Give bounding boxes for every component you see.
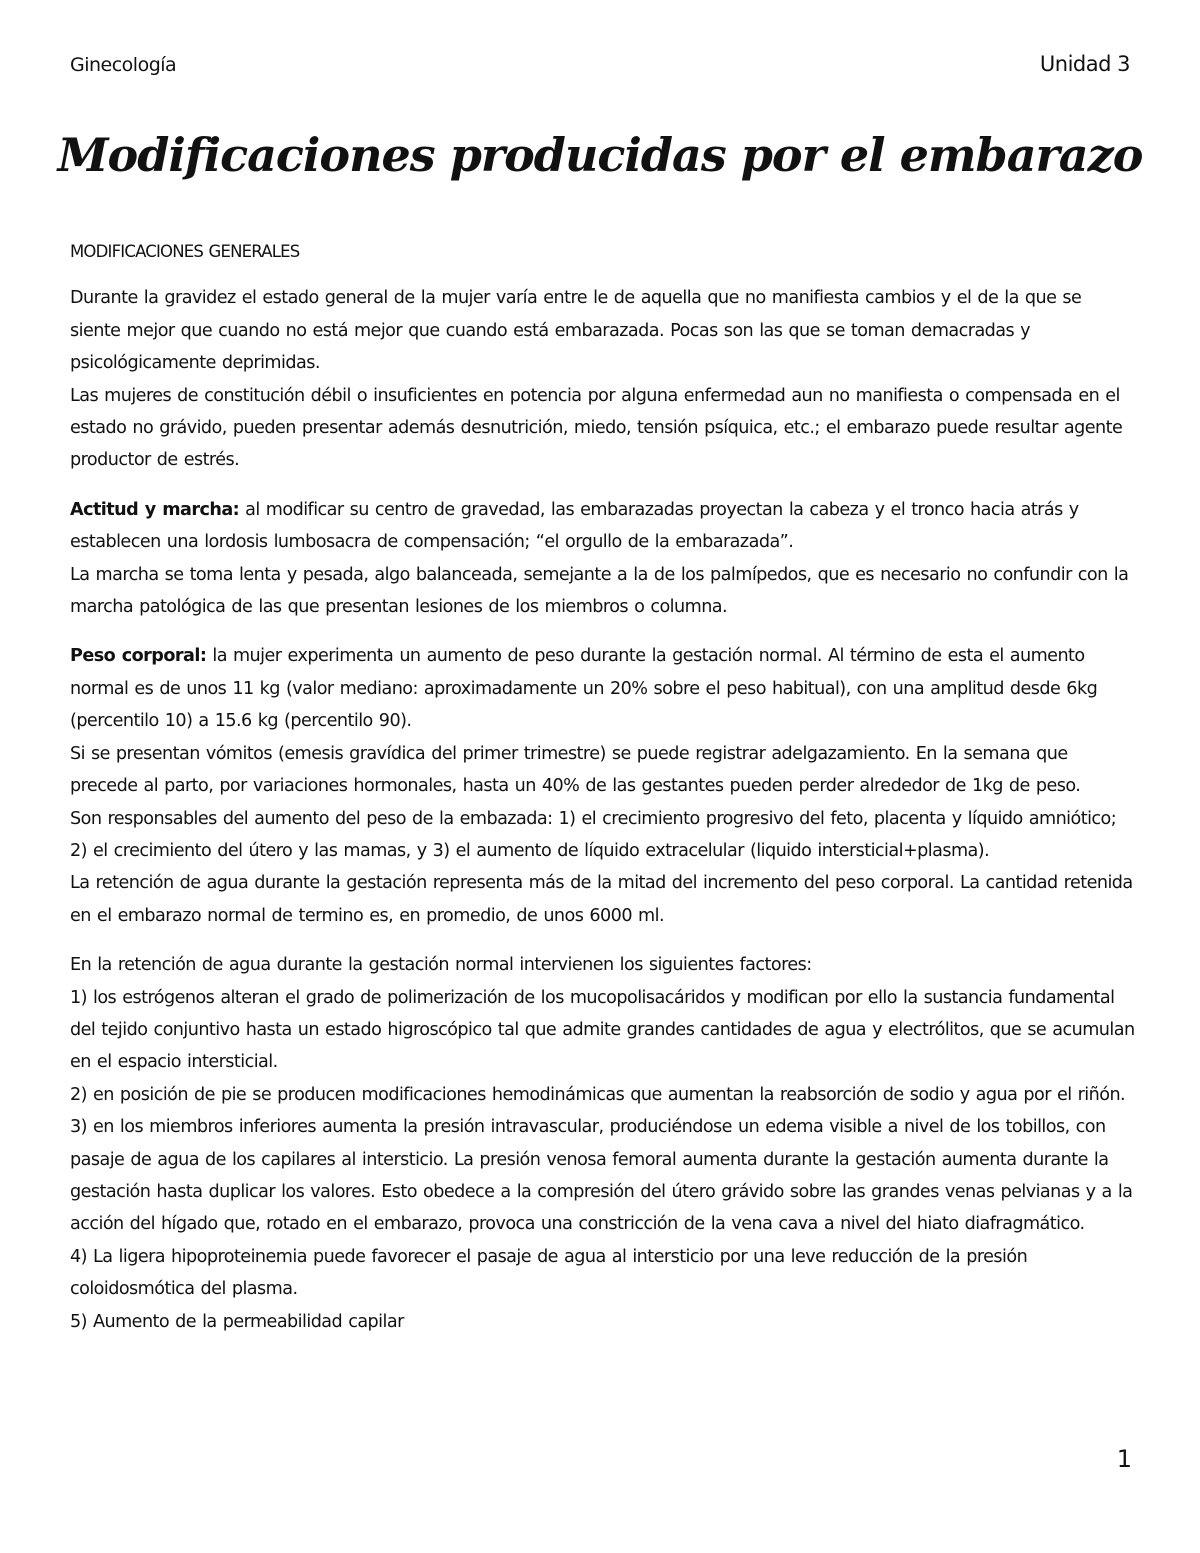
- actitud-paragraph-1: [70, 494, 1135, 559]
- document-body: [70, 236, 1135, 1355]
- actitud-paragraph-2: La marcha se toma lenta y pesada, algo balanceada, semejante a la de los palmípedos, que es necesario no confundir con la marcha patológica de las que presentan lesiones de los miembros o columna.: [70, 564, 1129, 618]
- actitud-text: al modificar su centro de gravedad, las embarazadas proyectan la cabeza y el tronco hacia atrás y establecen una lordosis lumbosacra de compensación; “el orgullo de la embarazada”.: [70, 499, 1079, 553]
- peso-paragraph-2: Si se presentan vómitos (emesis gravídica del primer trimestre) se puede registrar adelgazamiento. En la semana que precede al parto, por variaciones hormonales, hasta un 40% de las gestantes pueden perder alrededor de 1kg de peso.: [70, 743, 1081, 797]
- peso-paragraph-4: La retención de agua durante la gestación representa más de la mitad del incremento del peso corporal. La cantidad retenida en el embarazo normal de termino es, en promedio, de unos 6000 ml.: [70, 873, 1133, 926]
- retencion-factor-4: 4) La ligera hipoproteinemia puede favorecer el pasaje de agua al intersticio por una leve reducción de la presión coloidosmótica del plasma.: [70, 1246, 1028, 1300]
- actitud-block: [70, 494, 1135, 624]
- page-number: 1: [1116, 1445, 1132, 1473]
- retencion-factor-1: 1) los estrógenos alteran el grado de polimerización de los mucopolisacáridos y modifican por ello la sustancia fundamental del tejido conjuntivo hasta un estado higroscópico tal que admite grandes cantidades de agua y electrólitos, que se acumulan en el espacio intersticial.: [70, 987, 1135, 1073]
- retencion-factor-3: 3) en los miembros inferiores aumenta la presión intravascular, produciéndose un edema visible a nivel de los tobillos, con pasaje de agua de los capilares al intersticio. La presión venosa femoral aumenta durante la gestación aumenta durante la gestación hasta duplicar los valores. Esto obedece a la compresión del útero grávido sobre las grandes venas pelvianas y a la acción del hígado que, rotado en el embarazo, provoca una constricción de la vena cava a nivel del hiato diafragmático.: [70, 1117, 1133, 1235]
- header-unit: Unidad 3: [1039, 52, 1130, 76]
- peso-paragraph-3: Son responsables del aumento del peso de la embazada: 1) el crecimiento progresivo del feto, placenta y líquido amniótico; 2) el crecimiento del útero y las mamas, y 3) el aumento de líquido extracelular (liquido intersticial+plasma).: [70, 808, 1117, 861]
- peso-paragraph-1: [70, 640, 1135, 737]
- peso-label: Peso corporal:: [70, 646, 207, 667]
- retencion-factor-2: 2) en posición de pie se producen modificaciones hemodinámicas que aumentan la reabsorción de sodio y agua por el riñón.: [70, 1084, 1126, 1105]
- intro-paragraph-1: Durante la gravidez el estado general de la mujer varía entre le de aquella que no manifiesta cambios y el de la que se siente mejor que cuando no está mejor que cuando está embarazada. Pocas son las que se toman demacradas y psicológicamente deprimidas.: [70, 288, 1082, 374]
- intro-block: [70, 282, 1135, 476]
- peso-block: [70, 640, 1135, 932]
- retencion-block: [70, 949, 1135, 1338]
- peso-text: la mujer experimenta un aumento de peso durante la gestación normal. Al término de esta el aumento normal es de unos 11 kg (valor mediano: aproximadamente un 20% sobre el peso habitual), con una amplitud desde 6kg (percentilo 10) a 15.6 kg (percentilo 90).: [70, 646, 1098, 732]
- actitud-label: Actitud y marcha:: [70, 499, 240, 520]
- header-subject: Ginecología: [70, 54, 177, 76]
- retencion-intro: En la retención de agua durante la gestación normal intervienen los siguientes factores:: [70, 955, 812, 976]
- page-title: Modificaciones producidas por el embarazo: [57, 128, 1143, 182]
- retencion-factor-5: 5) Aumento de la permeabilidad capilar: [70, 1311, 404, 1332]
- intro-paragraph-2: Las mujeres de constitución débil o insuficientes en potencia por alguna enfermedad aun no manifiesta o compensada en el estado no grávido, pueden presentar además desnutrición, miedo, tensión psíquica, etc.; el embarazo puede resultar agente productor de estrés.: [70, 385, 1123, 471]
- section-heading: MODIFICACIONES GENERALES: [70, 242, 300, 261]
